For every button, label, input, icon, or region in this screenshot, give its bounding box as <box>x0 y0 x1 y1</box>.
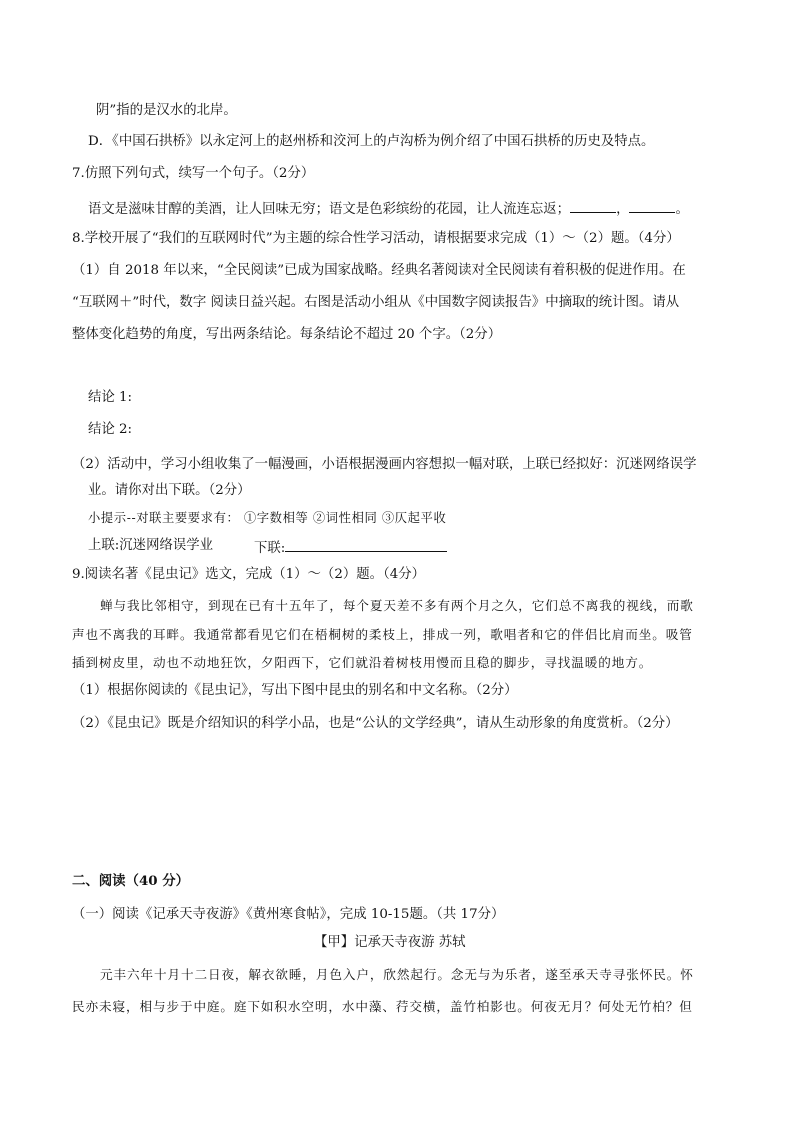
reading-1-instructions: （一）阅读《记承天寺夜游》《黄州寒食帖》，完成 10-15题。（共 17分） <box>72 907 505 922</box>
end-mark: 。 <box>675 202 689 217</box>
section-heading: 二、阅读（40 分） <box>72 873 190 889</box>
question-9-1: （1）根据你阅读的《昆虫记》，写出下图中昆虫的别名和中文名称。（2分） <box>72 683 518 698</box>
question-9: 9.阅读名著《昆虫记》选文，完成（1）～（2）题。（4分） <box>72 567 426 582</box>
question-7-prompt <box>88 198 689 219</box>
passage-line: 民亦未寝，相与步于中庭。庭下如积水空明，水中藻、荇交横，盖竹柏影也。何夜无月？何处无竹柏？但 <box>72 999 693 1014</box>
couplet-hint: 小提示--对联主要要求有： ①字数相等 ②词性相同 ③仄起平收 <box>88 511 447 525</box>
option-d: D．《中国石拱桥》以永定河上的赵州桥和洨河上的卢沟桥为例介绍了中国石拱桥的历史及特点。 <box>88 134 655 149</box>
conclusion-1-label: 结论 1: <box>88 390 133 405</box>
second-line-blank[interactable] <box>285 537 447 552</box>
text-line: “互联网＋”时代，数字 阅读日益兴起。右图是活动小组从《中国数字阅读报告》中摘取的统计图。请从 <box>72 295 680 310</box>
question-9-2: （2）《昆虫记》既是介绍知识的科学小品，也是“公认的文学经典”，请从生动形象的角度赏析。（2分） <box>72 716 679 731</box>
text-line: 业。请你对出下联。（2分） <box>88 483 251 498</box>
text-line: 阴”指的是汉水的北岸。 <box>96 103 237 118</box>
second-line-label: 下联: <box>254 541 286 556</box>
prompt-text: 语文是滋味甘醇的美酒，让人回味无穷；语文是色彩缤纷的花园，让人流连忘返； <box>88 202 571 217</box>
conclusion-2-label: 结论 2: <box>88 422 133 437</box>
question-8-2: （2）活动中，学习小组收集了一幅漫画，小语根据漫画内容想拟一幅对联，上联已经拟好：沉迷网络误学 <box>72 457 697 472</box>
second-line-row <box>254 537 447 558</box>
passage-line: 元丰六年十月十二日夜，解衣欲睡，月色入户，欣然起行。念无与为乐者，遂至承天寺寻张怀民。怀 <box>100 967 694 982</box>
excerpt-line: 蝉与我比邻相守，到现在已有十五年了，每个夏天差不多有两个月之久，它们总不离我的视线，而歌 <box>100 598 694 613</box>
question-8-1: （1）自 2018 年以来，“全民阅读”已成为国家战略。经典名著阅读对全民阅读有着积极的促进作用。在 <box>72 263 686 278</box>
question-8: 8.学校开展了“我们的互联网时代”为主题的综合性学习活动，请根据要求完成（1）～（2）题。（4分） <box>72 231 680 246</box>
separator: ， <box>616 202 630 217</box>
passage-title: 【甲】记承天寺夜游 苏轼 <box>314 935 466 950</box>
excerpt-line: 声也不离我的耳畔。我通常都看见它们在梧桐树的柔枝上，排成一列，歌唱者和它的伴侣比肩而坐。吸管 <box>72 627 693 642</box>
answer-blank-2[interactable] <box>629 198 675 213</box>
answer-blank-1[interactable] <box>570 198 616 213</box>
excerpt-line: 插到树皮里，动也不动地狂饮，夕阳西下，它们就沿着树枝用慢而且稳的脚步，寻找温暖的地方。 <box>72 655 653 670</box>
question-7: 7.仿照下列句式，续写一个句子。（2分） <box>72 166 315 181</box>
first-line-label: 上联:沉迷网络误学业 <box>88 538 214 553</box>
text-line: 整体变化趋势的角度，写出两条结论。每条结论不超过 20 个字。（2分） <box>72 327 502 342</box>
